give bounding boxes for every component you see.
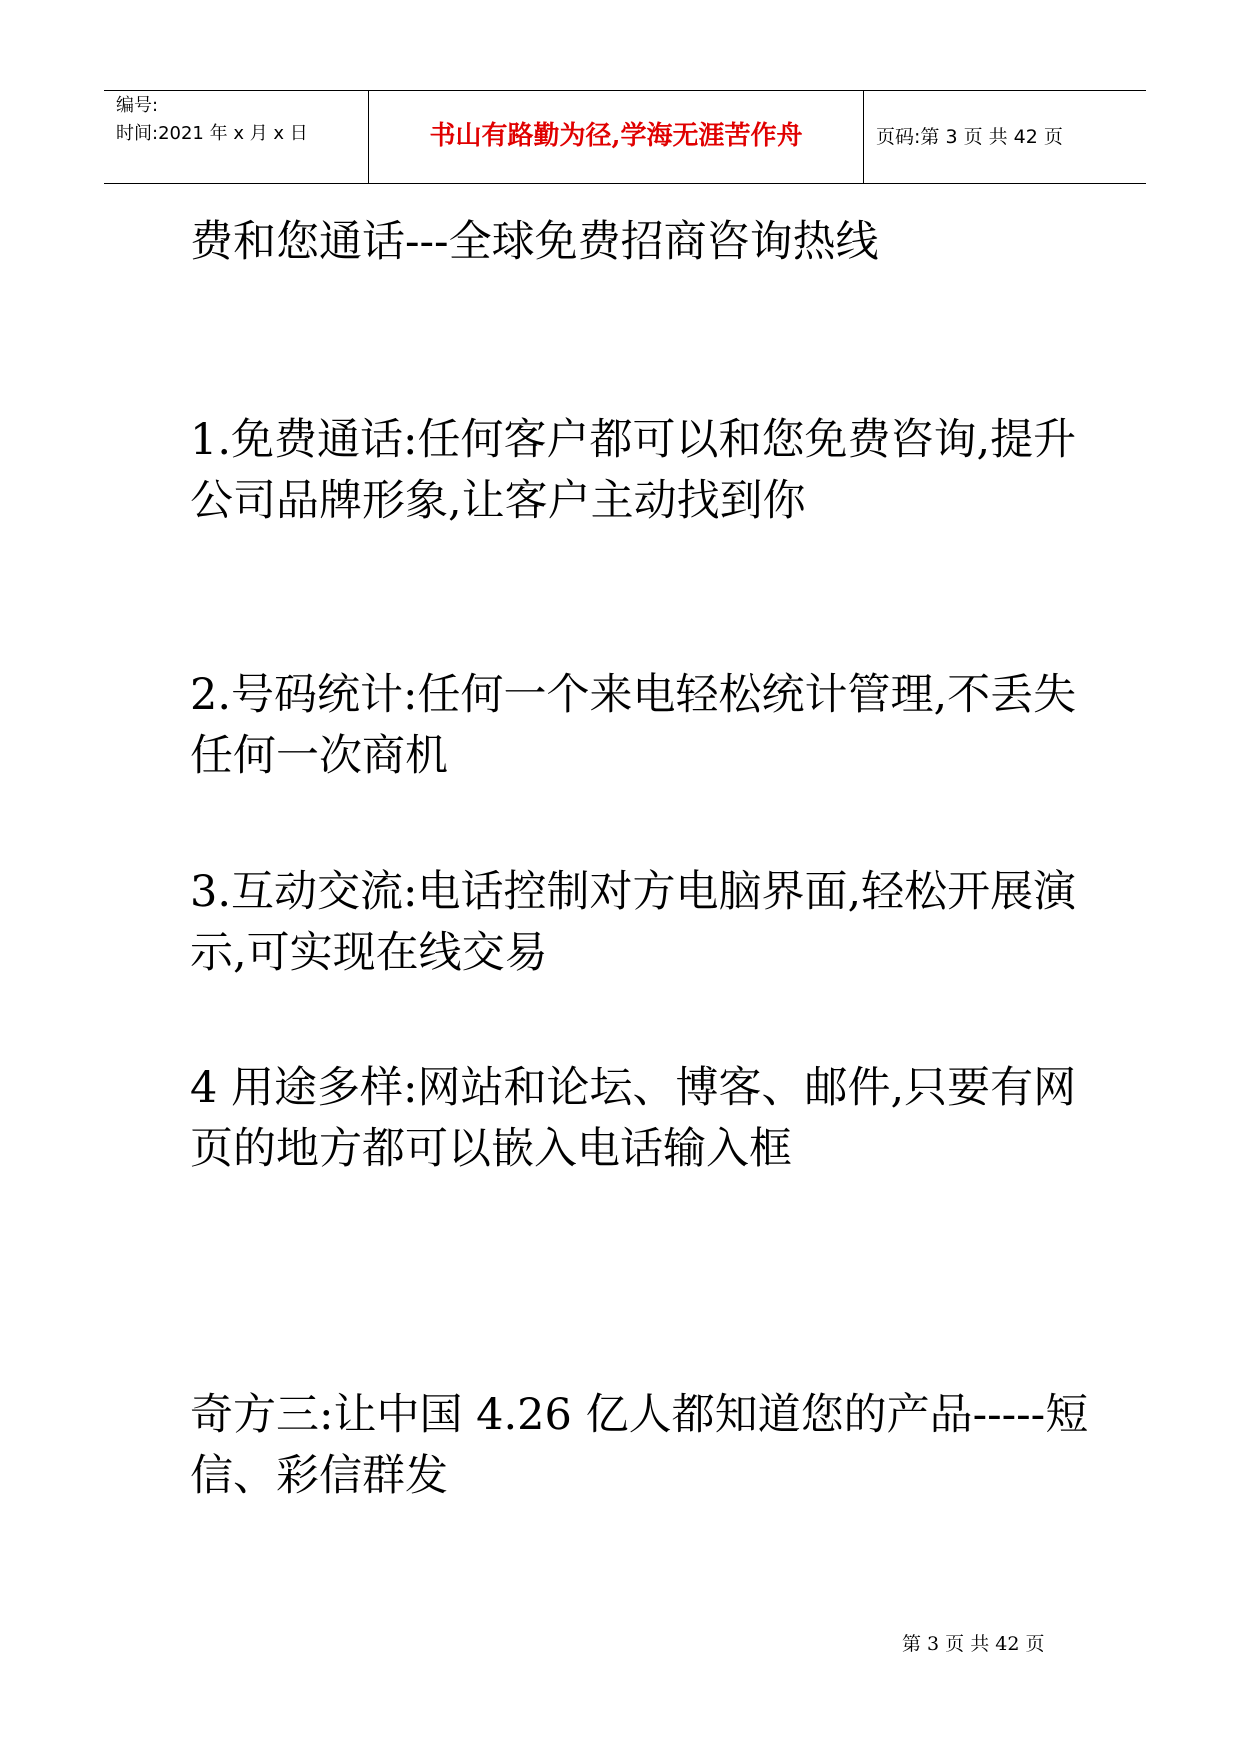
section-three [190,1385,1090,1507]
feature-item-1-text: 1.免费通话:任何客户都可以和您免费咨询,提升公司品牌形象,让客户主动找到你 [190,415,1077,526]
header-page-cell [864,91,1146,183]
document-time: 时间:2021 年 x 月 x 日 [116,123,308,144]
feature-item-4-text: 4 用途多样:网站和论坛、博客、邮件,只要有网页的地方都可以嵌入电话输入框 [190,1063,1077,1174]
feature-item-3 [190,862,1090,984]
intro-text: 费和您通话---全球免费招商咨询热线 [190,217,879,267]
page-footer: 第 3 页 共 42 页 [902,1633,1045,1655]
intro-paragraph [190,212,1090,273]
feature-item-3-text: 3.互动交流:电话控制对方电脑界面,轻松开展演示,可实现在线交易 [190,867,1077,978]
header-page-code: 页码:第 3 页 共 42 页 [876,126,1063,148]
feature-item-1 [190,410,1090,532]
header-meta-cell [104,91,369,183]
document-code-label: 编号: [116,95,159,116]
header-motto-cell [369,91,864,183]
feature-item-2 [190,665,1090,787]
section-three-text: 奇方三:让中国 4.26 亿人都知道您的产品-----短信、彩信群发 [190,1390,1089,1501]
page-header [104,90,1146,184]
feature-item-2-text: 2.号码统计:任何一个来电轻松统计管理,不丢失任何一次商机 [190,670,1077,781]
feature-item-4 [190,1058,1090,1180]
header-motto: 书山有路勤为径,学海无涯苦作舟 [429,121,803,151]
